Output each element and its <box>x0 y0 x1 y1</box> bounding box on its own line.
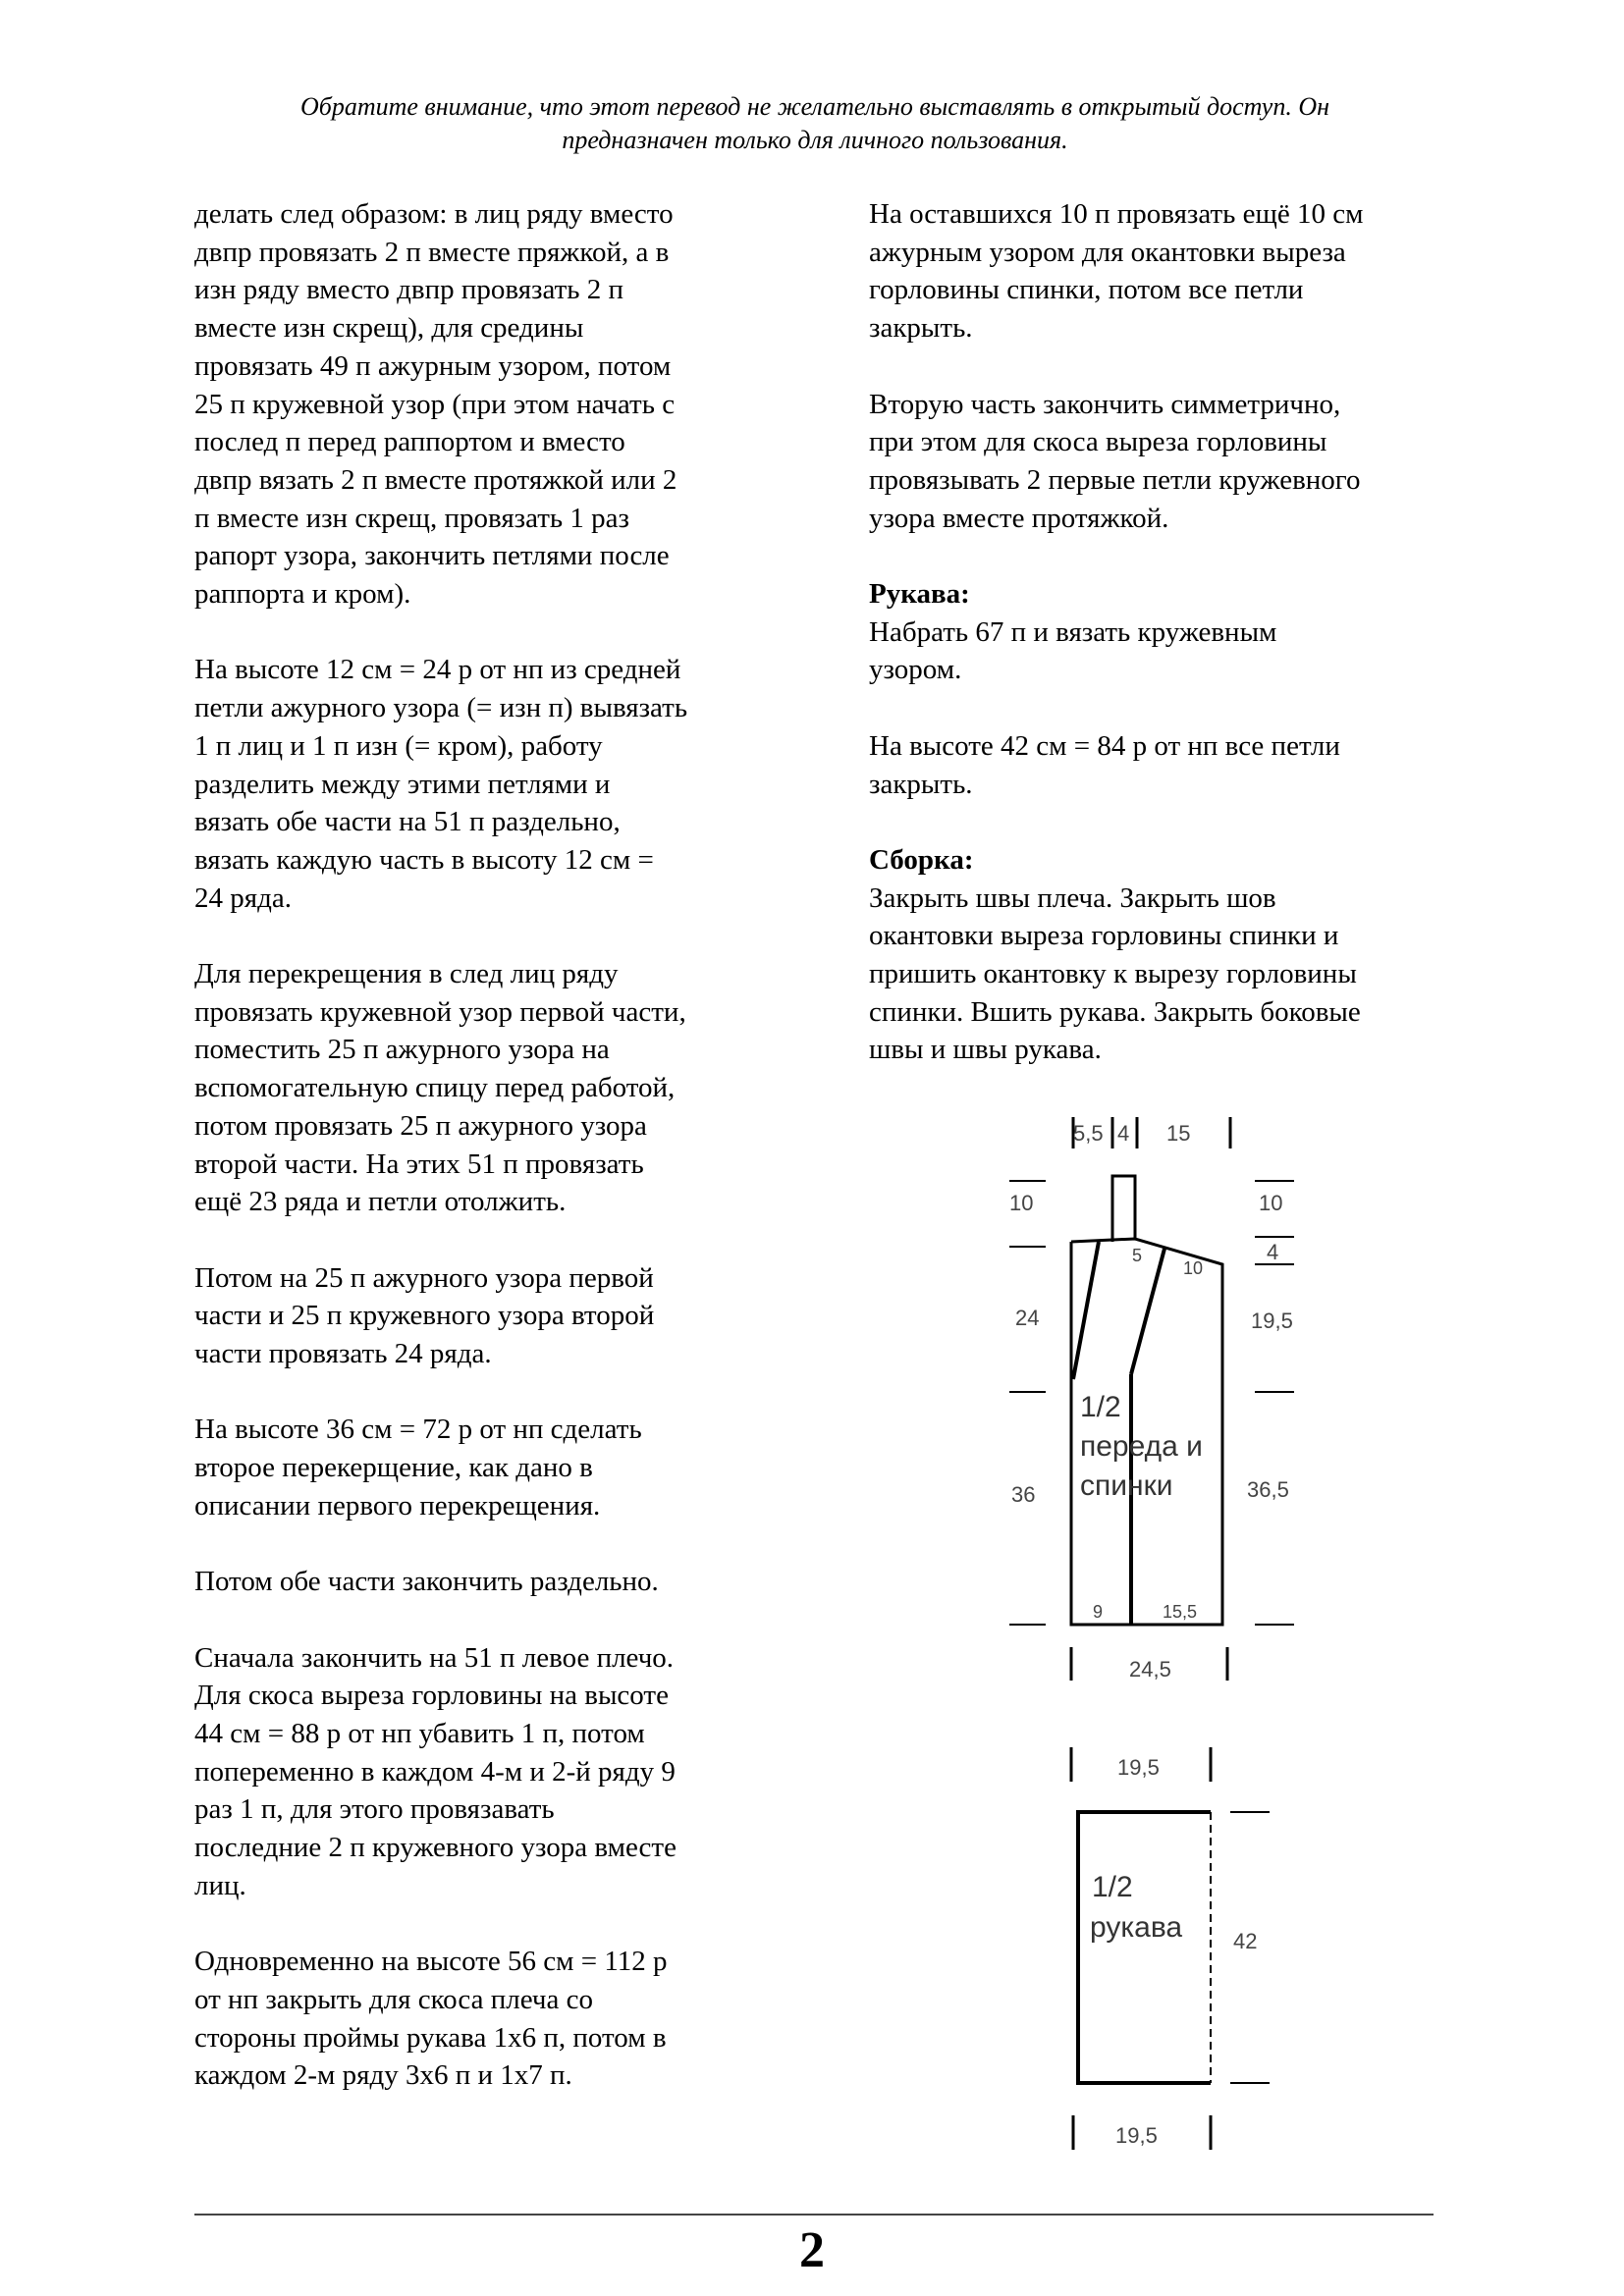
dim-top-4: 4 <box>1117 1121 1130 1146</box>
paragraph: Одновременно на высоте 56 см = 112 р от нп закрыть для скоса плеча со стороны проймы рукава 1х6 п, потом в каждом 2-м ряду 3х6 п и 1х7 п. <box>194 1946 668 2092</box>
dim-sleeve-42: 42 <box>1233 1929 1258 1953</box>
sleeves-heading: Рукава: <box>869 578 970 610</box>
paragraph: делать след образом: в лиц ряду вместо двпр провязать 2 п вместе пряжкой, а в изн ряду вместо двпр провязать 2 п вместе изн скрещ), для средины провязать 49 п ажурным узором, потом 25 п кружевной узор (при этом начать с послед п перед раппортом и вместо двпр вязать 2 п вместе протяжкой или 2 п вместе изн скрещ, провязать 1 раз рапорт узора, закончить петлями после раппорта и кром). <box>194 198 677 611</box>
body-label-front: переда и <box>1080 1430 1203 1463</box>
body-label-half: 1/2 <box>1080 1391 1121 1423</box>
body-schematic <box>1009 1117 1294 1681</box>
sleeve-label <box>1090 1871 1182 1944</box>
paragraph: На высоте 12 см = 24 р от нп из средней петли ажурного узора (= изн п) вывязать 1 п лиц и 1 п изн (= кром), работу разделить между этими петлями и вязать обе части на 51 п раздельно, вязать каждую часть в высоту 12 см = 24 ряда. <box>194 654 688 914</box>
dim-inner-9: 9 <box>1093 1602 1104 1622</box>
notice-line-2: предназначен только для личного пользования. <box>562 126 1068 154</box>
paragraph: Набрать 67 п и вязать кружевным узором. <box>869 615 1277 686</box>
notice-line-1: Обратите внимание, что этот перевод не желательно выставлять в открытый доступ. Он <box>299 92 1329 121</box>
body-label-back: спинки <box>1080 1469 1173 1502</box>
body-dimension-labels <box>1009 1121 1293 1682</box>
paragraph: На оставшихся 10 п провязать ещё 10 см ажурным узором для окантовки выреза горловины спинки, потом все петли закрыть. <box>869 198 1364 345</box>
dim-right-4: 4 <box>1267 1240 1279 1264</box>
dim-left-24: 24 <box>1015 1306 1040 1330</box>
dim-right-10: 10 <box>1259 1191 1283 1215</box>
sleeve-label-half: 1/2 <box>1092 1871 1133 1903</box>
dim-sleeve-bottom: 19,5 <box>1115 2123 1158 2148</box>
paragraph: Потом обе части закончить раздельно. <box>194 1566 659 1598</box>
paragraph: Потом на 25 п ажурного узора первой части и 25 п кружевного узора второй части провязать 24 ряда. <box>194 1261 655 1370</box>
assembly-heading: Сборка: <box>869 843 974 876</box>
dim-left-36: 36 <box>1011 1482 1036 1507</box>
dim-bottom-24-5: 24,5 <box>1129 1657 1171 1682</box>
footer-divider <box>194 2214 1434 2216</box>
paragraph: Вторую часть закончить симметрично, при этом для скоса выреза горловины провязывать 2 первые петли кружевного узора вместе протяжкой. <box>869 388 1361 534</box>
dim-inner-10: 10 <box>1183 1258 1204 1278</box>
paragraph: На высоте 36 см = 72 р от нп сделать второе перекерщение, как дано в описании первого перекрещения. <box>194 1414 642 1522</box>
sleeve-label-name: рукава <box>1090 1911 1183 1944</box>
dim-inner-15-5: 15,5 <box>1163 1602 1198 1622</box>
dim-top-5-5: 5,5 <box>1073 1121 1104 1146</box>
dim-inner-5: 5 <box>1132 1246 1143 1265</box>
body-label <box>1080 1391 1203 1502</box>
dim-left-10: 10 <box>1009 1191 1034 1215</box>
paragraph: Сначала закончить на 51 п левое плечо. Для скоса выреза горловины на высоте 44 см = 88 р от нп убавить 1 п, потом попеременно в каждом 4-м и 2-й ряду 9 раз 1 п, для этого провязавать последние 2 п кружевного узора вместе лиц. <box>194 1641 677 1901</box>
paragraph: Закрыть швы плеча. Закрыть шов окантовки выреза горловины спинки и пришить окантовку к вырезу горловины спинки. Вшить рукава. Закрыть боковые швы и швы рукава. <box>869 881 1361 1066</box>
paragraph: На высоте 42 см = 84 р от нп все петли закрыть. <box>869 729 1340 800</box>
dim-right-19-5: 19,5 <box>1251 1308 1293 1333</box>
paragraph: Для перекрещения в след лиц ряду провязать кружевной узор первой части, поместить 25 п ажурного узора на вспомогательную спицу перед работой, потом провязать 25 п ажурного узора второй части. На этих 51 п провязать ещё 23 ряда и петли отолжить. <box>194 958 686 1218</box>
page-number: 2 <box>799 2222 825 2278</box>
dim-right-36-5: 36,5 <box>1247 1477 1289 1502</box>
dim-top-15: 15 <box>1166 1121 1191 1146</box>
dim-sleeve-top: 19,5 <box>1117 1755 1160 1780</box>
